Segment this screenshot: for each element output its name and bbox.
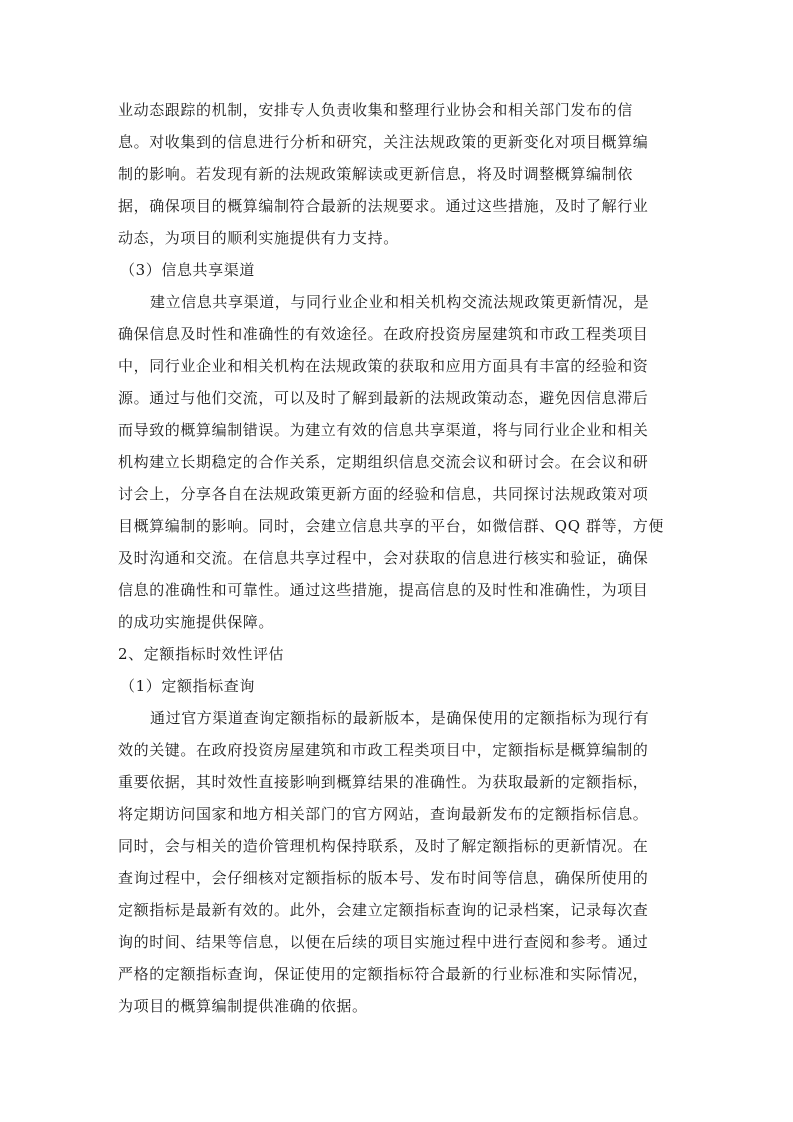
text-line: 及时沟通和交流。在信息共享过程中，会对获取的信息进行核实和验证，确保 xyxy=(118,549,649,567)
text-line: 确保信息及时性和准确性的有效途径。在政府投资房屋建筑和市政工程类项目 xyxy=(118,325,649,343)
text-line: 通过官方渠道查询定额指标的最新版本，是确保使用的定额指标为现行有 xyxy=(150,709,650,727)
text-line: 源。通过与他们交流，可以及时了解到最新的法规政策动态，避免因信息滞后 xyxy=(118,389,649,407)
paragraph-industry-tracking xyxy=(118,94,678,254)
text-line: 信息的准确性和可靠性。通过这些措施，提高信息的及时性和准确性，为项目 xyxy=(118,581,649,599)
text-line: 为项目的概算编制提供准确的依据。 xyxy=(118,997,368,1015)
text-line: 询的时间、结果等信息，以便在后续的项目实施过程中进行查阅和参考。通过 xyxy=(118,933,649,951)
text-line: 机构建立长期稳定的合作关系，定期组织信息交流会议和研讨会。在会议和研 xyxy=(118,453,649,471)
text-line: 建立信息共享渠道，与同行业企业和相关机构交流法规政策更新情况，是 xyxy=(150,293,650,311)
text-line: 制的影响。若发现有新的法规政策解读或更新信息，将及时调整概算编制依 xyxy=(118,165,633,183)
text-line: 而导致的概算编制错误。为建立有效的信息共享渠道，将与同行业企业和相关 xyxy=(118,421,649,439)
heading-info-sharing: （3）信息共享渠道 xyxy=(120,261,255,279)
text-line: 中，同行业企业和相关机构在法规政策的获取和应用方面具有丰富的经验和资 xyxy=(118,357,649,375)
document-page xyxy=(118,94,678,1022)
text-line: 的成功实施提供保障。 xyxy=(118,613,275,631)
text-line: 同时，会与相关的造价管理机构保持联系，及时了解定额指标的更新情况。在 xyxy=(118,837,649,855)
heading-section-2: 2、定额指标时效性评估 xyxy=(118,645,285,663)
text-line: 重要依据，其时效性直接影响到概算结果的准确性。为获取最新的定额指标， xyxy=(118,773,649,791)
text-line: 动态，为项目的顺利实施提供有力支持。 xyxy=(118,229,399,247)
text-line: 定额指标是最新有效的。此外，会建立定额指标查询的记录档案，记录每次查 xyxy=(118,901,649,919)
text-line: 严格的定额指标查询，保证使用的定额指标符合最新的行业标准和实际情况， xyxy=(118,965,649,983)
text-line: 讨会上，分享各自在法规政策更新方面的经验和信息，共同探讨法规政策对项 xyxy=(118,485,649,503)
text-line: 效的关键。在政府投资房屋建筑和市政工程类项目中，定额指标是概算编制的 xyxy=(118,741,649,759)
heading-quota-query: （1）定额指标查询 xyxy=(120,677,255,695)
paragraph-info-sharing xyxy=(118,286,678,638)
text-line: 据，确保项目的概算编制符合最新的法规要求。通过这些措施，及时了解行业 xyxy=(118,197,649,215)
text-line: 查询过程中，会仔细核对定额指标的版本号、发布时间等信息，确保所使用的 xyxy=(118,869,649,887)
text-line: 将定期访问国家和地方相关部门的官方网站，查询最新发布的定额指标信息。 xyxy=(118,805,649,823)
paragraph-quota-query xyxy=(118,702,678,1022)
text-line: 息。对收集到的信息进行分析和研究，关注法规政策的更新变化对项目概算编 xyxy=(118,133,649,151)
text-line: 业动态跟踪的机制，安排专人负责收集和整理行业协会和相关部门发布的信 xyxy=(118,101,633,119)
text-line: 目概算编制的影响。同时，会建立信息共享的平台，如微信群、QQ 群等，方便 xyxy=(118,517,664,535)
